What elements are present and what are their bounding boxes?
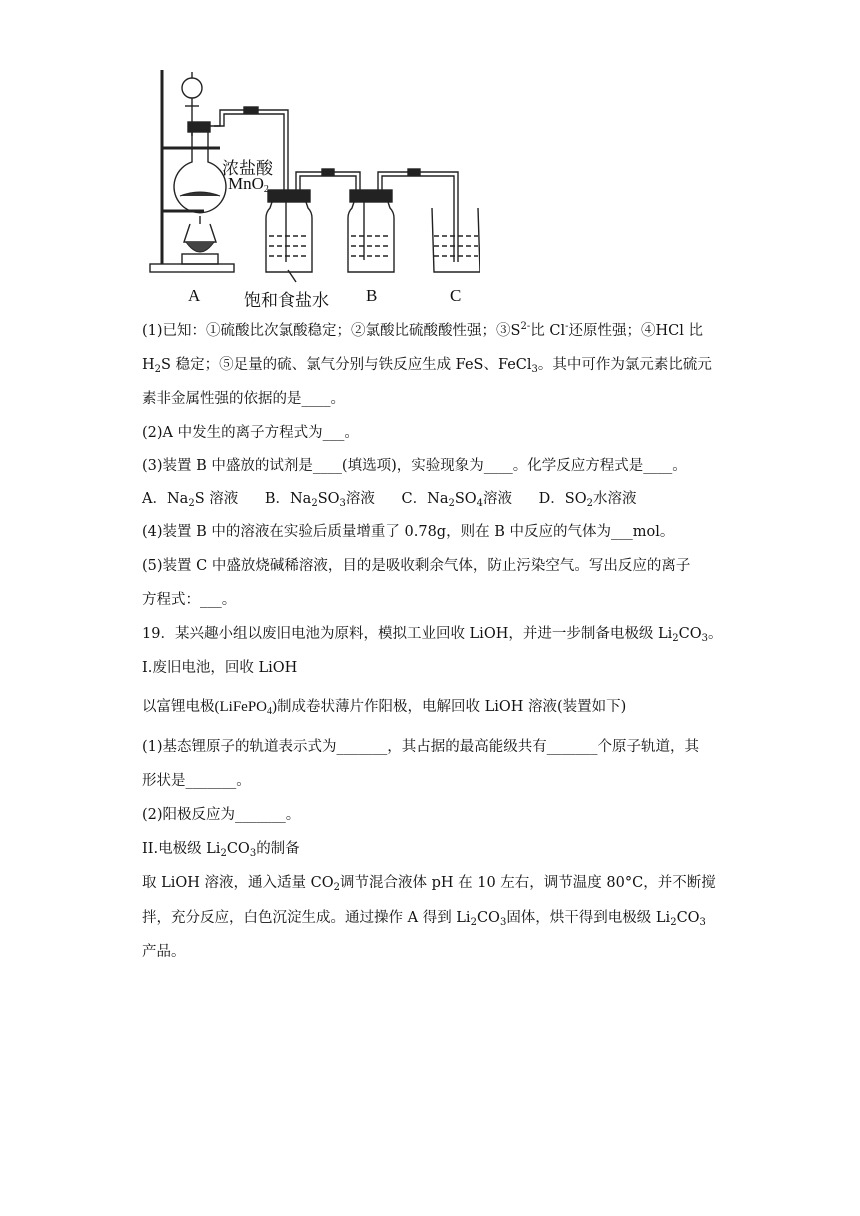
option-d: D．$SO_2$水溶液 [538,491,637,509]
q19-q1-line2: 形状是_______。 [142,773,251,789]
label-conc-hcl: 浓盐酸 [222,159,273,178]
q19-section1-heading: I.废旧电池，回收 LiOH [142,660,298,676]
q18-options [142,489,732,509]
q18-part1-line2: $H_2S$ 稳定；⑤足量的硫、氯气分别与铁反应生成 FeS、FeCl$_3$。其中可作为氯元素比硫元 [142,357,712,375]
option-b: B．$Na_2SO_3$溶液 [264,491,375,509]
saline-bottle [266,202,312,272]
q18-part5-line1: (5)装置 C 中盛放烧碱稀溶液，目的是吸收剩余气体，防止污染空气。写出反应的离子 [142,558,691,574]
bottle-b-stopper [350,190,392,202]
apparatus-figure [140,66,480,310]
option-a: A．$Na_2S$ 溶液 [142,491,239,509]
label-b: B [366,286,378,305]
q18-part5-line2: 方程式：___。 [142,592,237,608]
separatory-funnel [182,78,202,98]
q19-section1-text: 以富锂电极(LiFePO$_4$)制成卷状薄片作阳极，电解回收 LiOH 溶液(装置如下) [142,699,627,717]
tube-b-to-c [378,172,458,262]
q18-part4: (4)装置 B 中的溶液在实验后质量增重了 0.78g，则在 B 中反应的气体为___mol。 [142,524,675,540]
q18-part2: (2)A 中发生的离子方程式为___。 [142,425,359,441]
q18-part1-line3: 素非金属性强的依据的是____。 [142,391,345,407]
q18-part1-line1: (1)已知：①硫酸比次氯酸稳定；②氯酸比硫酸酸性强；$③S^{2-}$比 Cl-还原性强；④HCl 比 [142,321,703,339]
q19-q1-line1: (1)基态锂原子的轨道表示式为_______，其占据的最高能级共有_______个原子轨道，其 [142,739,700,755]
q18-part3: (3)装置 B 中盛放的试剂是____(填选项)，实验现象为____。化学反应方程式是____。 [142,458,687,474]
label-a: A [188,286,201,305]
alcohol-lamp [184,224,216,242]
round-bottom-flask [174,132,226,213]
q19-intro: 19．某兴趣小组以废旧电池为原料，模拟工业回收 LiOH，并进一步制备电极级 $Li_2CO_3$。 [142,626,723,644]
q19-section2-line1: 取 LiOH 溶液，通入适量 $CO_2$调节混合液体 pH 在 10 左右，调节温度 80°C，并不断搅 [142,875,716,893]
q19-section2-line2: 拌，充分反应，白色沉淀生成。通过操作 A 得到 $Li_2CO_3$固体，烘干得到电极级 $Li_2CO_3$ [142,910,706,928]
q19-q2: (2)阳极反应为_______。 [142,807,301,823]
bottle-b [348,202,394,272]
label-c: C [450,286,462,305]
label-saline: 饱和食盐水 [244,291,329,310]
option-c: C．$Na_2SO_4$溶液 [401,491,513,509]
flask-stopper [188,122,210,132]
q19-section2-heading: II.电极级 $Li_2CO_3$的制备 [142,841,300,859]
beaker-c [432,208,480,272]
apparatus-diagram [140,66,480,310]
stand-base [150,264,234,272]
bottle-1-stopper [268,190,310,202]
q19-section2-line3: 产品。 [142,944,186,960]
label-mno2: MnO$_2$ [228,174,269,195]
